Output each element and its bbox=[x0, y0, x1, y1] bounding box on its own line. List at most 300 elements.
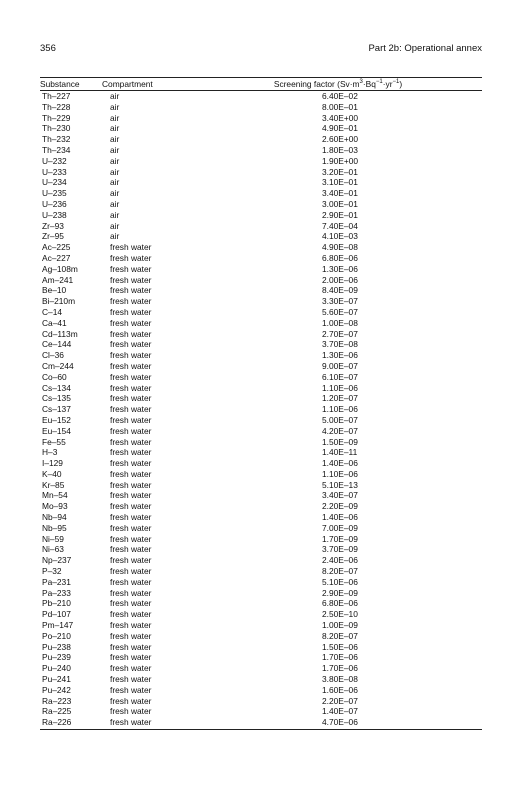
screening-factor-value: 3.80E–08 bbox=[322, 674, 358, 685]
screening-factor-cell bbox=[194, 523, 482, 534]
table-row bbox=[40, 642, 482, 653]
substance-cell: Cm–244 bbox=[42, 360, 74, 371]
screening-factor-value: 3.70E–08 bbox=[322, 339, 358, 350]
substance-cell: I–129 bbox=[42, 458, 63, 469]
table-row bbox=[40, 523, 482, 534]
substance-cell: Cl–36 bbox=[42, 350, 64, 361]
compartment-cell: fresh water bbox=[110, 252, 152, 263]
compartment-cell: fresh water bbox=[110, 544, 152, 555]
screening-factor-cell bbox=[194, 113, 482, 124]
screening-factor-value: 6.80E–06 bbox=[322, 252, 358, 263]
screening-factor-table bbox=[40, 77, 482, 730]
compartment-cell: fresh water bbox=[110, 674, 152, 685]
screening-factor-cell bbox=[194, 566, 482, 577]
screening-factor-value: 2.50E–10 bbox=[322, 609, 358, 620]
screening-factor-value: 5.60E–07 bbox=[322, 306, 358, 317]
screening-factor-cell bbox=[194, 437, 482, 448]
screening-factor-value: 2.90E–01 bbox=[322, 209, 358, 220]
substance-cell: Pu–241 bbox=[42, 674, 71, 685]
screening-factor-cell bbox=[194, 361, 482, 372]
screening-factor-cell bbox=[194, 426, 482, 437]
screening-factor-value: 8.20E–07 bbox=[322, 630, 358, 641]
substance-cell: Cs–134 bbox=[42, 382, 71, 393]
screening-factor-cell bbox=[194, 415, 482, 426]
compartment-cell: fresh water bbox=[110, 468, 152, 479]
screening-factor-cell bbox=[194, 350, 482, 361]
screening-factor-value: 5.10E–06 bbox=[322, 576, 358, 587]
compartment-cell: fresh water bbox=[110, 404, 152, 415]
table-row bbox=[40, 588, 482, 599]
screening-factor-cell bbox=[194, 307, 482, 318]
substance-cell: Cd–113m bbox=[42, 328, 78, 339]
table-row bbox=[40, 383, 482, 394]
compartment-cell: air bbox=[110, 209, 120, 220]
screening-factor-cell bbox=[194, 717, 482, 728]
screening-factor-value: 3.40E–07 bbox=[322, 490, 358, 501]
substance-cell: Cs–137 bbox=[42, 404, 71, 415]
substance-cell: Th–228 bbox=[42, 101, 71, 112]
screening-factor-cell bbox=[194, 188, 482, 199]
table-row bbox=[40, 275, 482, 286]
table-row bbox=[40, 329, 482, 340]
compartment-cell: fresh water bbox=[110, 576, 152, 587]
screening-factor-value: 2.40E–06 bbox=[322, 555, 358, 566]
substance-cell: Co–60 bbox=[42, 371, 67, 382]
screening-factor-cell bbox=[194, 145, 482, 156]
substance-cell: Pm–147 bbox=[42, 620, 74, 631]
table-row bbox=[40, 242, 482, 253]
screening-factor-value: 5.10E–13 bbox=[322, 479, 358, 490]
screening-factor-value: 1.50E–06 bbox=[322, 641, 358, 652]
screening-factor-value: 7.40E–04 bbox=[322, 220, 358, 231]
substance-cell: U–233 bbox=[42, 166, 67, 177]
compartment-cell: air bbox=[110, 220, 120, 231]
compartment-cell: fresh water bbox=[110, 641, 152, 652]
substance-cell: Po–210 bbox=[42, 630, 71, 641]
substance-cell: Ra–226 bbox=[42, 717, 72, 728]
screening-factor-value: 1.40E–07 bbox=[322, 706, 358, 717]
screening-factor-cell bbox=[194, 534, 482, 545]
table-row bbox=[40, 253, 482, 264]
compartment-cell: air bbox=[110, 188, 120, 199]
substance-cell: Pa–231 bbox=[42, 576, 71, 587]
table-row bbox=[40, 426, 482, 437]
screening-factor-value: 6.40E–02 bbox=[322, 91, 358, 101]
screening-factor-cell bbox=[194, 663, 482, 674]
screening-factor-value: 3.40E+00 bbox=[322, 112, 359, 123]
screening-factor-value: 5.00E–07 bbox=[322, 414, 358, 425]
screening-factor-cell bbox=[194, 134, 482, 145]
screening-factor-cell bbox=[194, 447, 482, 458]
table-row bbox=[40, 231, 482, 242]
compartment-cell: fresh water bbox=[110, 285, 152, 296]
substance-cell: P–32 bbox=[42, 566, 62, 577]
screening-factor-value: 4.90E–08 bbox=[322, 242, 358, 253]
compartment-cell: fresh water bbox=[110, 414, 152, 425]
header-substance: Substance bbox=[40, 78, 102, 91]
screening-factor-value: 3.20E–01 bbox=[322, 166, 358, 177]
screening-factor-cell bbox=[194, 706, 482, 717]
screening-factor-value: 2.20E–07 bbox=[322, 695, 358, 706]
screening-factor-cell bbox=[194, 642, 482, 653]
screening-factor-value: 6.10E–07 bbox=[322, 371, 358, 382]
screening-factor-cell bbox=[194, 177, 482, 188]
screening-factor-cell bbox=[194, 156, 482, 167]
compartment-cell: fresh water bbox=[110, 371, 152, 382]
table-row bbox=[40, 296, 482, 307]
substance-cell: Fe–55 bbox=[42, 436, 66, 447]
header-screening-factor bbox=[194, 78, 482, 91]
screening-factor-value: 2.60E+00 bbox=[322, 134, 359, 145]
compartment-cell: fresh water bbox=[110, 436, 152, 447]
screening-factor-value: 1.00E–08 bbox=[322, 317, 358, 328]
screening-factor-value: 1.10E–06 bbox=[322, 382, 358, 393]
screening-factor-cell bbox=[194, 512, 482, 523]
compartment-cell: air bbox=[110, 91, 120, 101]
substance-cell: Zr–93 bbox=[42, 220, 64, 231]
screening-factor-value: 1.30E–06 bbox=[322, 263, 358, 274]
compartment-cell: fresh water bbox=[110, 501, 152, 512]
compartment-cell: fresh water bbox=[110, 620, 152, 631]
screening-factor-cell bbox=[194, 588, 482, 599]
screening-factor-value: 8.00E–01 bbox=[322, 101, 358, 112]
table-row bbox=[40, 490, 482, 501]
header-factor-suffix: ) bbox=[399, 78, 403, 89]
substance-cell: Be–10 bbox=[42, 285, 67, 296]
screening-factor-cell bbox=[194, 339, 482, 350]
screening-factor-cell bbox=[194, 318, 482, 329]
table-row bbox=[40, 512, 482, 523]
screening-factor-cell bbox=[194, 609, 482, 620]
compartment-cell: fresh water bbox=[110, 598, 152, 609]
substance-cell: U–232 bbox=[42, 155, 67, 166]
screening-factor-cell bbox=[194, 123, 482, 134]
compartment-cell: fresh water bbox=[110, 382, 152, 393]
substance-cell: Pu–239 bbox=[42, 652, 71, 663]
compartment-cell: fresh water bbox=[110, 652, 152, 663]
screening-factor-cell bbox=[194, 393, 482, 404]
substance-cell: Nb–94 bbox=[42, 512, 67, 523]
substance-cell: Ra–225 bbox=[42, 706, 72, 717]
screening-factor-value: 1.70E–06 bbox=[322, 652, 358, 663]
table-row bbox=[40, 339, 482, 350]
substance-cell: Pu–240 bbox=[42, 663, 71, 674]
table-row bbox=[40, 534, 482, 545]
compartment-cell: fresh water bbox=[110, 263, 152, 274]
compartment-cell: fresh water bbox=[110, 328, 152, 339]
screening-factor-value: 4.90E–01 bbox=[322, 123, 358, 134]
compartment-cell: air bbox=[110, 112, 120, 123]
substance-cell: Th–232 bbox=[42, 134, 71, 145]
screening-factor-value: 1.80E–03 bbox=[322, 144, 358, 155]
substance-cell: Kr–85 bbox=[42, 479, 65, 490]
table-row bbox=[40, 102, 482, 113]
screening-factor-cell bbox=[194, 285, 482, 296]
screening-factor-value: 4.70E–06 bbox=[322, 717, 358, 728]
table-row bbox=[40, 393, 482, 404]
screening-factor-value: 6.80E–06 bbox=[322, 598, 358, 609]
screening-factor-value: 1.20E–07 bbox=[322, 393, 358, 404]
compartment-cell: fresh water bbox=[110, 425, 152, 436]
substance-cell: U–238 bbox=[42, 209, 67, 220]
compartment-cell: fresh water bbox=[110, 566, 152, 577]
table-row bbox=[40, 199, 482, 210]
screening-factor-cell bbox=[194, 696, 482, 707]
screening-factor-cell bbox=[194, 685, 482, 696]
screening-factor-cell bbox=[194, 372, 482, 383]
compartment-cell: fresh water bbox=[110, 706, 152, 717]
screening-factor-cell bbox=[194, 555, 482, 566]
substance-cell: Eu–152 bbox=[42, 414, 71, 425]
screening-factor-cell bbox=[194, 253, 482, 264]
compartment-cell: fresh water bbox=[110, 695, 152, 706]
screening-factor-cell bbox=[194, 480, 482, 491]
screening-factor-value: 1.40E–11 bbox=[322, 447, 358, 458]
substance-cell: Pb–210 bbox=[42, 598, 71, 609]
table-row bbox=[40, 577, 482, 588]
screening-factor-value: 9.00E–07 bbox=[322, 360, 358, 371]
substance-cell: Ni–63 bbox=[42, 544, 64, 555]
table-row bbox=[40, 458, 482, 469]
table-row bbox=[40, 685, 482, 696]
table-header-row bbox=[40, 78, 482, 91]
substance-cell: Ni–59 bbox=[42, 533, 64, 544]
compartment-cell: fresh water bbox=[110, 684, 152, 695]
substance-cell: Cs–135 bbox=[42, 393, 71, 404]
header-factor-mid: ·Bq bbox=[362, 78, 376, 89]
compartment-cell: fresh water bbox=[110, 296, 152, 307]
compartment-cell: fresh water bbox=[110, 339, 152, 350]
compartment-cell: fresh water bbox=[110, 274, 152, 285]
screening-factor-cell bbox=[194, 469, 482, 480]
compartment-cell: fresh water bbox=[110, 447, 152, 458]
table-row bbox=[40, 674, 482, 685]
compartment-cell: fresh water bbox=[110, 479, 152, 490]
substance-cell: U–235 bbox=[42, 188, 67, 199]
substance-cell: Mo–93 bbox=[42, 501, 68, 512]
table-row bbox=[40, 188, 482, 199]
screening-factor-value: 1.90E+00 bbox=[322, 155, 359, 166]
table-row bbox=[40, 318, 482, 329]
compartment-cell: air bbox=[110, 166, 120, 177]
compartment-cell: fresh water bbox=[110, 490, 152, 501]
substance-cell: Ra–223 bbox=[42, 695, 72, 706]
screening-factor-cell bbox=[194, 199, 482, 210]
compartment-cell: fresh water bbox=[110, 522, 152, 533]
compartment-cell: fresh water bbox=[110, 609, 152, 620]
compartment-cell: fresh water bbox=[110, 317, 152, 328]
screening-factor-cell bbox=[194, 231, 482, 242]
substance-cell: Np–237 bbox=[42, 555, 72, 566]
substance-cell: Th–230 bbox=[42, 123, 71, 134]
screening-factor-value: 8.20E–07 bbox=[322, 566, 358, 577]
screening-factor-cell bbox=[194, 264, 482, 275]
substance-cell: Ac–225 bbox=[42, 242, 71, 253]
screening-factor-value: 1.40E–06 bbox=[322, 512, 358, 523]
compartment-cell: air bbox=[110, 144, 120, 155]
screening-factor-cell bbox=[194, 383, 482, 394]
screening-factor-value: 3.40E–01 bbox=[322, 188, 358, 199]
compartment-cell: fresh water bbox=[110, 587, 152, 598]
substance-cell: Mn–54 bbox=[42, 490, 68, 501]
substance-cell: Th–229 bbox=[42, 112, 71, 123]
substance-cell: Th–227 bbox=[42, 91, 71, 101]
table-row bbox=[40, 415, 482, 426]
table-row bbox=[40, 609, 482, 620]
screening-factor-value: 3.00E–01 bbox=[322, 198, 358, 209]
screening-factor-cell bbox=[194, 620, 482, 631]
screening-factor-value: 1.00E–09 bbox=[322, 620, 358, 631]
table-row bbox=[40, 145, 482, 156]
substance-cell: Pu–242 bbox=[42, 684, 71, 695]
substance-cell: Pu–238 bbox=[42, 641, 71, 652]
screening-factor-cell bbox=[194, 242, 482, 253]
header-factor-mid-2: ·yr bbox=[382, 78, 393, 89]
page-number: 356 bbox=[40, 43, 56, 54]
screening-factor-value: 2.90E–09 bbox=[322, 587, 358, 598]
screening-factor-cell bbox=[194, 631, 482, 642]
compartment-cell: air bbox=[110, 231, 120, 242]
table-row bbox=[40, 544, 482, 555]
screening-factor-value: 1.10E–06 bbox=[322, 404, 358, 415]
table-row bbox=[40, 663, 482, 674]
table-row bbox=[40, 631, 482, 642]
compartment-cell: fresh water bbox=[110, 306, 152, 317]
compartment-cell: air bbox=[110, 177, 120, 188]
table-row bbox=[40, 134, 482, 145]
table-row bbox=[40, 307, 482, 318]
screening-factor-cell bbox=[194, 275, 482, 286]
table-row bbox=[40, 598, 482, 609]
screening-factor-cell bbox=[194, 598, 482, 609]
table-row bbox=[40, 437, 482, 448]
compartment-cell: fresh water bbox=[110, 663, 152, 674]
screening-factor-cell bbox=[194, 167, 482, 178]
compartment-cell: fresh water bbox=[110, 630, 152, 641]
table-row bbox=[40, 501, 482, 512]
screening-factor-cell bbox=[194, 404, 482, 415]
screening-factor-value: 1.30E–06 bbox=[322, 350, 358, 361]
substance-cell: H–3 bbox=[42, 447, 58, 458]
screening-factor-value: 3.70E–09 bbox=[322, 544, 358, 555]
screening-factor-value: 2.70E–07 bbox=[322, 328, 358, 339]
screening-factor-value: 8.40E–09 bbox=[322, 285, 358, 296]
substance-cell: Am–241 bbox=[42, 274, 74, 285]
screening-factor-value: 2.20E–09 bbox=[322, 501, 358, 512]
screening-factor-value: 1.40E–06 bbox=[322, 458, 358, 469]
substance-cell: Pd–107 bbox=[42, 609, 71, 620]
substance-cell: U–234 bbox=[42, 177, 67, 188]
compartment-cell: air bbox=[110, 134, 120, 145]
table-row bbox=[40, 177, 482, 188]
table-row bbox=[40, 620, 482, 631]
table-row bbox=[40, 221, 482, 232]
compartment-cell: air bbox=[110, 198, 120, 209]
header-factor-sup-1: 3 bbox=[359, 78, 363, 85]
substance-cell: Eu–154 bbox=[42, 425, 71, 436]
substance-cell: Nb–95 bbox=[42, 522, 67, 533]
compartment-cell: fresh water bbox=[110, 350, 152, 361]
screening-factor-cell bbox=[194, 490, 482, 501]
header-factor-prefix: Screening factor (Sv·m bbox=[273, 78, 360, 89]
substance-cell: U–236 bbox=[42, 198, 67, 209]
header-factor-sup-2: −1 bbox=[375, 78, 383, 85]
screening-factor-cell bbox=[194, 329, 482, 340]
compartment-cell: fresh water bbox=[110, 242, 152, 253]
screening-factor-cell bbox=[194, 210, 482, 221]
compartment-cell: fresh water bbox=[110, 393, 152, 404]
substance-cell: Ca–41 bbox=[42, 317, 67, 328]
table-row bbox=[40, 566, 482, 577]
table-row bbox=[40, 91, 482, 102]
screening-factor-value: 4.10E–03 bbox=[322, 231, 358, 242]
compartment-cell: fresh water bbox=[110, 458, 152, 469]
table-row bbox=[40, 652, 482, 663]
table-row bbox=[40, 113, 482, 124]
compartment-cell: fresh water bbox=[110, 555, 152, 566]
screening-factor-value: 3.30E–07 bbox=[322, 296, 358, 307]
screening-factor-cell bbox=[194, 102, 482, 113]
table-row bbox=[40, 167, 482, 178]
table-row bbox=[40, 555, 482, 566]
screening-factor-value: 4.20E–07 bbox=[322, 425, 358, 436]
substance-cell: K–40 bbox=[42, 468, 62, 479]
table-row bbox=[40, 350, 482, 361]
table-row bbox=[40, 210, 482, 221]
screening-factor-value: 7.00E–09 bbox=[322, 522, 358, 533]
compartment-cell: air bbox=[110, 101, 120, 112]
table-bottom-rule bbox=[40, 729, 482, 730]
running-head: Part 2b: Operational annex bbox=[368, 43, 482, 54]
header-factor-sup-3: −1 bbox=[392, 78, 400, 85]
screening-factor-cell bbox=[194, 544, 482, 555]
screening-factor-value: 1.60E–06 bbox=[322, 684, 358, 695]
screening-factor-value: 2.00E–06 bbox=[322, 274, 358, 285]
table-row bbox=[40, 480, 482, 491]
substance-cell: Ag–108m bbox=[42, 263, 78, 274]
substance-cell: Pa–233 bbox=[42, 587, 71, 598]
screening-factor-cell bbox=[194, 501, 482, 512]
screening-factor-cell bbox=[194, 577, 482, 588]
screening-factor-cell bbox=[194, 674, 482, 685]
screening-factor-cell bbox=[194, 91, 482, 102]
substance-cell: C–14 bbox=[42, 306, 63, 317]
compartment-cell: air bbox=[110, 123, 120, 134]
table-row bbox=[40, 717, 482, 728]
table-row bbox=[40, 361, 482, 372]
table-row bbox=[40, 123, 482, 134]
table-row bbox=[40, 285, 482, 296]
compartment-cell: air bbox=[110, 155, 120, 166]
substance-cell: Th–234 bbox=[42, 144, 71, 155]
compartment-cell: fresh water bbox=[110, 717, 152, 728]
screening-factor-value: 1.70E–06 bbox=[322, 663, 358, 674]
screening-factor-value: 1.70E–09 bbox=[322, 533, 358, 544]
substance-cell: Ac–227 bbox=[42, 252, 71, 263]
substance-cell: Zr–95 bbox=[42, 231, 64, 242]
table-row bbox=[40, 706, 482, 717]
screening-factor-cell bbox=[194, 221, 482, 232]
table-body bbox=[40, 91, 482, 729]
screening-factor-cell bbox=[194, 652, 482, 663]
compartment-cell: fresh water bbox=[110, 533, 152, 544]
table-row bbox=[40, 696, 482, 707]
substance-cell: Ce–144 bbox=[42, 339, 72, 350]
header-compartment: Compartment bbox=[102, 78, 194, 91]
screening-factor-value: 1.50E–09 bbox=[322, 436, 358, 447]
table-row bbox=[40, 469, 482, 480]
screening-factor-cell bbox=[194, 296, 482, 307]
